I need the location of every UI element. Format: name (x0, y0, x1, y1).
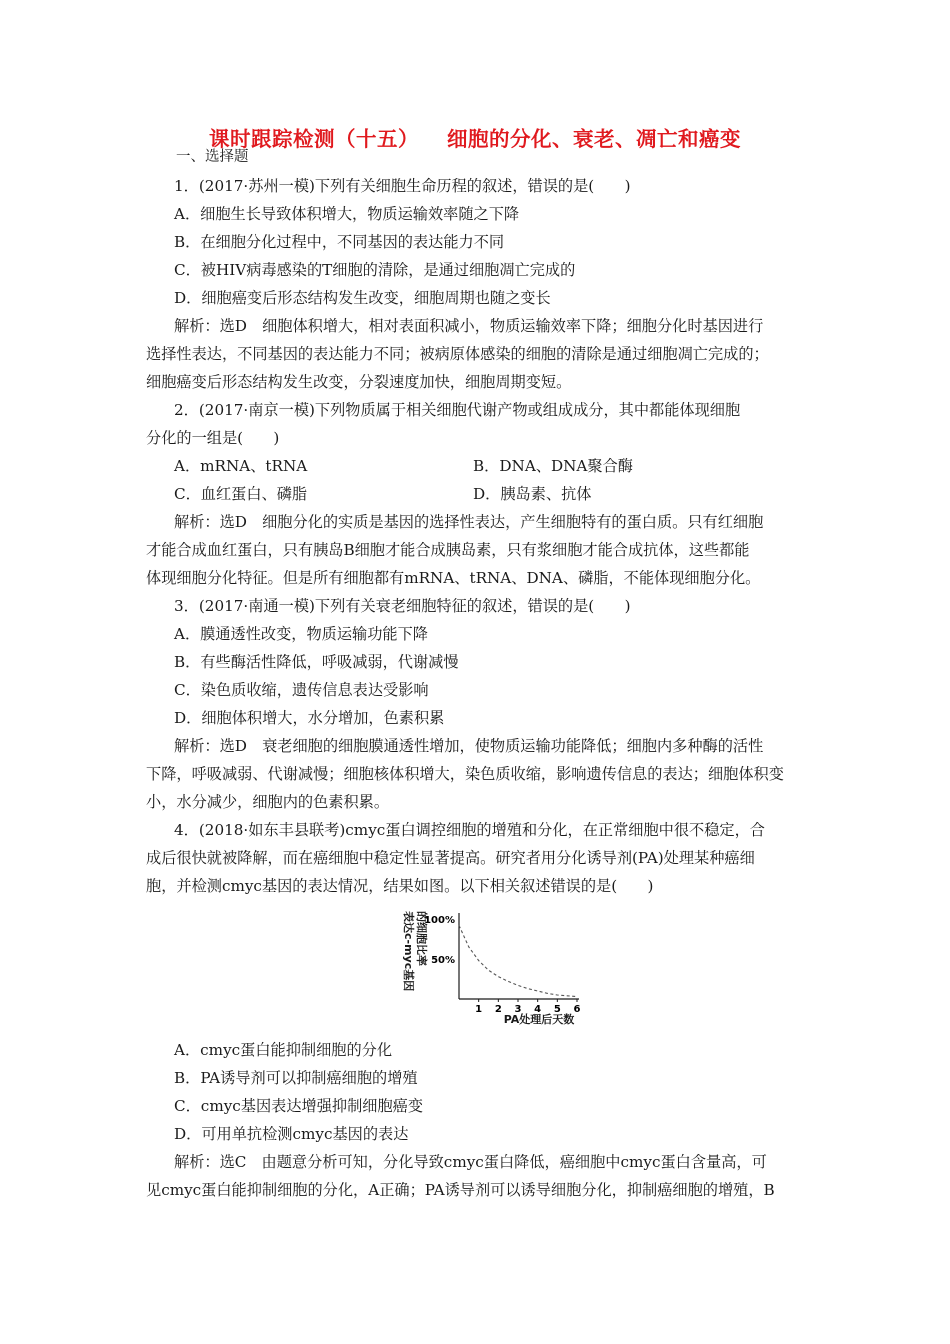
y-tick-label: 50% (431, 955, 455, 966)
q3-stem: 3．(2017·南通一模)下列有关衰老细胞特征的叙述，错误的是( ) (174, 597, 631, 615)
x-tick-label: 5 (553, 1004, 561, 1015)
q1-analysis-line2: 选择性表达，不同基因的表达能力不同；被病原体感染的细胞的清除是通过细胞凋亡完成的； (146, 345, 769, 363)
q2-analysis-line1: 解析：选D 细胞分化的实质是基因的选择性表达，产生细胞特有的蛋白质。只有红细胞 (174, 513, 764, 531)
q1-analysis-line3: 细胞癌变后形态结构发生改变，分裂速度加快，细胞周期变短。 (146, 373, 572, 391)
q4-stem-line3: 胞，并检测cmyc基因的表达情况，结果如图。以下相关叙述错误的是( ) (146, 877, 654, 895)
q2-option-a: A．mRNA、tRNA (174, 457, 308, 475)
q4-analysis-line2: 见cmyc蛋白能抑制细胞的分化，A正确；PA诱导剂可以诱导细胞分化，抑制癌细胞的增殖，B (146, 1181, 775, 1199)
chart-svg (395, 905, 595, 1031)
q4-option-d: D．可用单抗检测cmyc基因的表达 (174, 1125, 409, 1143)
q4-stem-line2: 成后很快就被降解，而在癌细胞中稳定性显著提高。研究者用分化诱导剂(PA)处理某种癌细 (146, 849, 755, 867)
q1-analysis-line1: 解析：选D 细胞体积增大，相对表面积减小，物质运输效率下降；细胞分化时基因进行 (174, 317, 764, 335)
title-part2: 细胞的分化、衰老、凋亡和癌变 (447, 127, 741, 151)
series-dashed-line (459, 925, 577, 996)
section-heading: 一、选择题 (176, 149, 249, 165)
q1-option-a: A．细胞生长导致体积增大，物质运输效率随之下降 (174, 205, 520, 223)
cmyc-expression-chart (395, 905, 595, 1031)
q4-stem-line1: 4．(2018·如东丰县联考)cmyc蛋白调控细胞的增殖和分化，在正常细胞中很不稳定，合 (174, 821, 765, 839)
q2-stem-line2: 分化的一组是( ) (146, 429, 280, 447)
q1-stem: 1．(2017·苏州一模)下列有关细胞生命历程的叙述，错误的是( ) (174, 177, 631, 195)
q3-option-a: A．膜通透性改变，物质运输功能下降 (174, 625, 428, 643)
q1-option-c: C．被HIV病毒感染的T细胞的清除，是通过细胞凋亡完成的 (174, 261, 576, 279)
q3-analysis-line3: 小，水分减少，细胞内的色素积累。 (146, 793, 389, 811)
q4-option-b: B．PA诱导剂可以抑制癌细胞的增殖 (174, 1069, 418, 1087)
y-axis-label-line1: 表达c-myc基因 (402, 911, 415, 992)
x-tick-label: 1 (475, 1004, 483, 1015)
q3-option-b: B．有些酶活性降低，呼吸减弱，代谢减慢 (174, 653, 459, 671)
q2-analysis-line2: 才能合成血红蛋白，只有胰岛B细胞才能合成胰岛素，只有浆细胞才能合成抗体，这些都能 (146, 541, 750, 559)
q4-option-a: A．cmyc蛋白能抑制细胞的分化 (174, 1041, 393, 1059)
x-tick-label: 2 (494, 1004, 502, 1015)
q2-option-b: B．DNA、DNA聚合酶 (473, 457, 633, 475)
q4-analysis-line1: 解析：选C 由题意分析可知，分化导致cmyc蛋白降低，癌细胞中cmyc蛋白含量高，可 (174, 1153, 767, 1171)
x-tick-label: 4 (534, 1004, 542, 1015)
q2-analysis-line3: 体现细胞分化特征。但是所有细胞都有mRNA、tRNA、DNA、磷脂，不能体现细胞分化。 (146, 569, 761, 587)
q3-analysis-line2: 下降，呼吸减弱、代谢减慢；细胞核体积增大，染色质收缩，影响遗传信息的表达；细胞体积变 (146, 765, 784, 783)
q1-option-b: B．在细胞分化过程中，不同基因的表达能力不同 (174, 233, 505, 251)
q3-option-d: D．细胞体积增大，水分增加，色素积累 (174, 709, 445, 727)
q4-option-c: C．cmyc基因表达增强抑制细胞癌变 (174, 1097, 424, 1115)
x-tick-label: 6 (573, 1004, 581, 1015)
q3-option-c: C．染色质收缩，遗传信息表达受影响 (174, 681, 429, 699)
x-axis-label: PA处理后天数 (503, 1013, 575, 1026)
q2-option-c: C．血红蛋白、磷脂 (174, 485, 308, 503)
q1-option-d: D．细胞癌变后形态结构发生改变，细胞周期也随之变长 (174, 289, 551, 307)
q2-stem-line1: 2．(2017·南京一模)下列物质属于相关细胞代谢产物或组成成分，其中都能体现细胞 (174, 401, 741, 419)
y-axis-label-line2: 的细胞比率 (415, 911, 428, 966)
x-tick-label: 3 (514, 1004, 522, 1015)
title-part1: 课时跟踪检测（十五） (209, 127, 419, 151)
q3-analysis-line1: 解析：选D 衰老细胞的细胞膜通透性增加，使物质运输功能降低；细胞内多种酶的活性 (174, 737, 764, 755)
q2-option-d: D．胰岛素、抗体 (473, 485, 592, 503)
y-tick-label: 100% (424, 915, 455, 926)
